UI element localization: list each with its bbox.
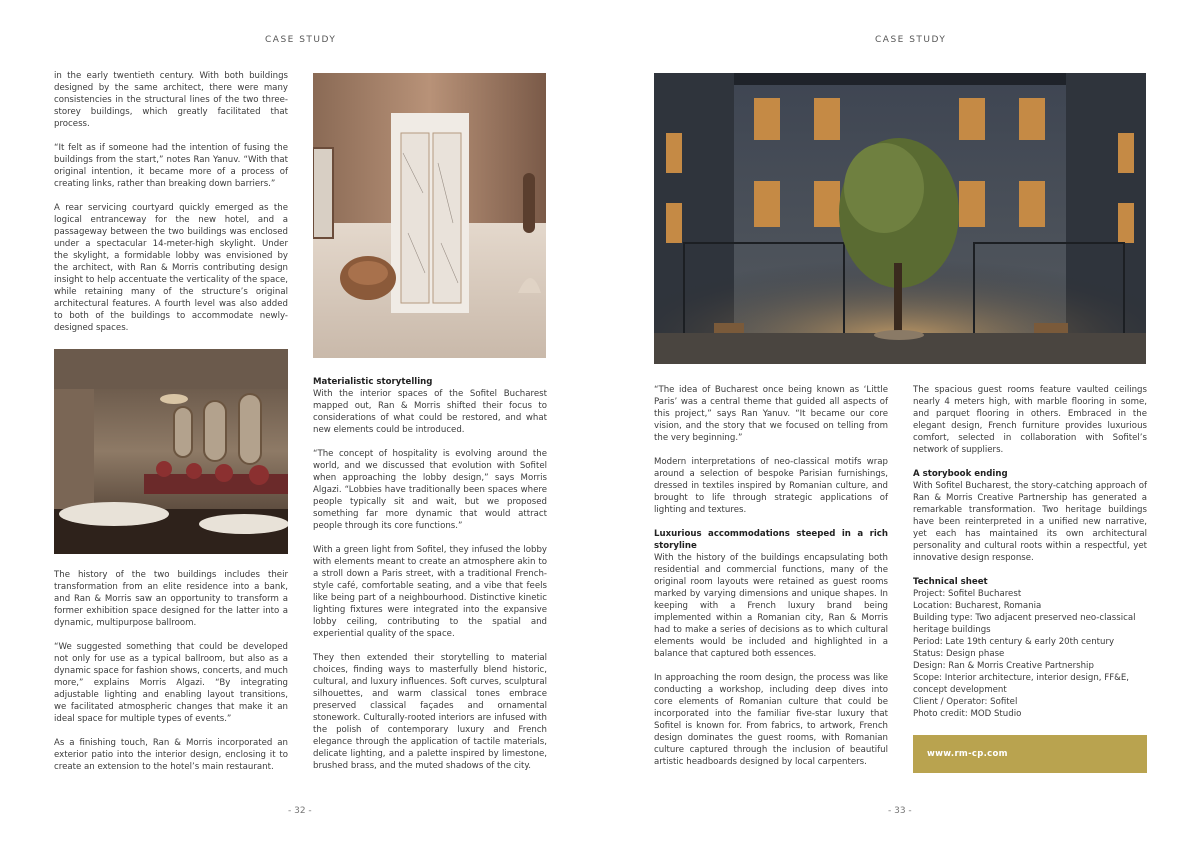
left-col1-bottom (54, 569, 288, 785)
paragraph: A rear servicing courtyard quickly emerged as the logical entranceway for the new hotel, and a passageway between the two buildings was enclosed under a spectacular 14-meter-high skylight. Under the skylight, a formidable lobby was envisioned by the architect, with Ran & Morris contributing design insight to help accentuate the verticality of the space, while retaining many of the structure’s original architectural features. A fourth level was also added to both of the buildings to accommodate newly-designed spaces. (54, 203, 288, 333)
tech-line: Project: Sofitel Bucharest (913, 589, 1022, 599)
tech-sheet-heading: Technical sheet (913, 577, 988, 587)
paragraph: As a finishing touch, Ran & Morris incorporated an exterior patio into the interior design, enclosing it to create an extension to the hotel’s main restaurant. (54, 738, 288, 772)
section-heading: Luxurious accommodations steeped in a rich storyline (654, 529, 888, 551)
page-number: - 33 - (888, 806, 912, 816)
paragraph: They then extended their storytelling to material choices, finding ways to masterfully blend historic, cultural, and luxury influences. Soft curves, sculptural silhouettes, and warm classical tones embrace preserved classical façades and ornamental stonework. Culturally-rooted interiors are infused with the polish of contemporary luxury and French elegance through the application of tactile materials, delicate lighting, and a palette inspired by limestone, brushed brass, and the muted shadows of the city. (313, 653, 547, 771)
tech-line: Design: Ran & Morris Creative Partnership (913, 661, 1094, 671)
right-page (600, 0, 1200, 849)
paragraph: The spacious guest rooms feature vaulted ceilings nearly 4 meters high, with marble flooring in some, and parquet flooring in others. Embraced in the elegant design, French furniture provides luxurious comfort, selected in collaboration with Sofitel’s network of suppliers. (913, 385, 1147, 455)
section-heading: Materialistic storytelling (313, 377, 433, 387)
paragraph: With the history of the buildings encapsulating both residential and commercial functions, many of the original room layouts were retained as guest rooms marked by varying dimensions and unique shapes. In keeping with a French luxury brand being implemented within a Romanian city, Ran & Morris had to make a series of decisions as to which cultural elements would be included and highlighted in a balance that captured both essences. (654, 553, 888, 659)
tech-line: Status: Design phase (913, 649, 1005, 659)
courtyard-photo (654, 73, 1146, 364)
tech-sheet (913, 588, 1147, 720)
section-heading: A storybook ending (913, 469, 1008, 479)
website-link-box[interactable] (913, 735, 1147, 773)
paragraph: The history of the two buildings includes their transformation from an elite residence into a bank, and Ran & Morris saw an opportunity to transform a former exhibition space designed for the latter into a dynamic, multipurpose ballroom. (54, 570, 288, 628)
paragraph: “It felt as if someone had the intention of fusing the buildings from the start,” notes Ran Yanuv. “With that original intention, it became more of a process of creating links, rather than breaking down barriers.” (54, 143, 288, 189)
right-col1 (654, 384, 888, 780)
paragraph: “We suggested something that could be developed not only for use as a typical ballroom, but also as a dynamic space for fashion shows, concerts, and much more,” explains Morris Algazi. “By integrating adjustable lighting and enabling layout transitions, we facilitated atmospheric changes that make it an ideal space for multiple types of events.” (54, 642, 288, 724)
paragraph: in the early twentieth century. With both buildings designed by the same architect, there were many consistencies in the structural lines of the two three-storey buildings, which greatly facilitated that process. (54, 71, 288, 129)
paragraph: With the interior spaces of the Sofitel Bucharest mapped out, Ran & Morris shifted their focus to considerations of what could be restored, and what new elements could be introduced. (313, 389, 547, 435)
tech-line: Scope: Interior architecture, interior design, FF&E, concept development (913, 673, 1130, 695)
paragraph: “The idea of Bucharest once being known as ‘Little Paris’ was a central theme that guided all aspects of this project,” says Ran Yanuv. “It became our core vision, and the story that we focused on telling from the very beginning.” (654, 385, 888, 443)
website-link[interactable]: www.rm-cp.com (927, 749, 1008, 759)
tech-line: Building type: Two adjacent preserved neo-classical heritage buildings (913, 613, 1136, 635)
right-col2 (913, 384, 1147, 720)
page-number: - 32 - (288, 806, 312, 816)
tech-line: Client / Operator: Sofitel (913, 697, 1018, 707)
restroom-photo (313, 73, 546, 358)
ballroom-photo (54, 349, 288, 554)
paragraph: Modern interpretations of neo-classical motifs wrap around a selection of bespoke Parisian furnishings, dressed in textiles inspired by Romanian culture, and brought to life through strategic applications of lighting and textures. (654, 457, 888, 515)
paragraph: With Sofitel Bucharest, the story-catching approach of Ran & Morris Creative Partnership has generated a remarkable transformation. Two heritage buildings have been reinterpreted in a unified new narrative, yet each has maintained its own architectural personality and cultural roots within a respectful, yet innovative design response. (913, 481, 1147, 563)
tech-line: Photo credit: MOD Studio (913, 709, 1022, 719)
page-header: CASE STUDY (265, 35, 337, 45)
tech-line: Period: Late 19th century & early 20th century (913, 637, 1115, 647)
page-header: CASE STUDY (875, 35, 947, 45)
paragraph: In approaching the room design, the process was like conducting a workshop, including deep dives into core elements of Romanian culture that could be incorporated into the familiar five-star luxury that Sofitel is known for. From fabrics, to artwork, French design dominates the guest rooms, with Romanian culture captured through the inclusion of beautiful artistic headboards designed by local carpenters. (654, 673, 888, 767)
left-col2 (313, 376, 547, 784)
paragraph: With a green light from Sofitel, they infused the lobby with elements meant to create an atmosphere akin to a stroll down a Paris street, with a traditional French-style café, comfortable seating, and a vibe that feels like being part of a neighbourhood. Distinctive kinetic lighting fixtures were integrated into the expansive lobby ceiling, contributing to the spatial and experiential quality of the space. (313, 545, 547, 639)
tech-line: Location: Bucharest, Romania (913, 601, 1042, 611)
paragraph: “The concept of hospitality is evolving around the world, and we discussed that evolution with Sofitel when approaching the lobby design,” says Morris Algazi. “Lobbies have traditionally been spaces where people typically sit and wait, but we proposed something far more dynamic that would attract people through its core functions.” (313, 449, 547, 531)
left-col1-top (54, 70, 288, 346)
